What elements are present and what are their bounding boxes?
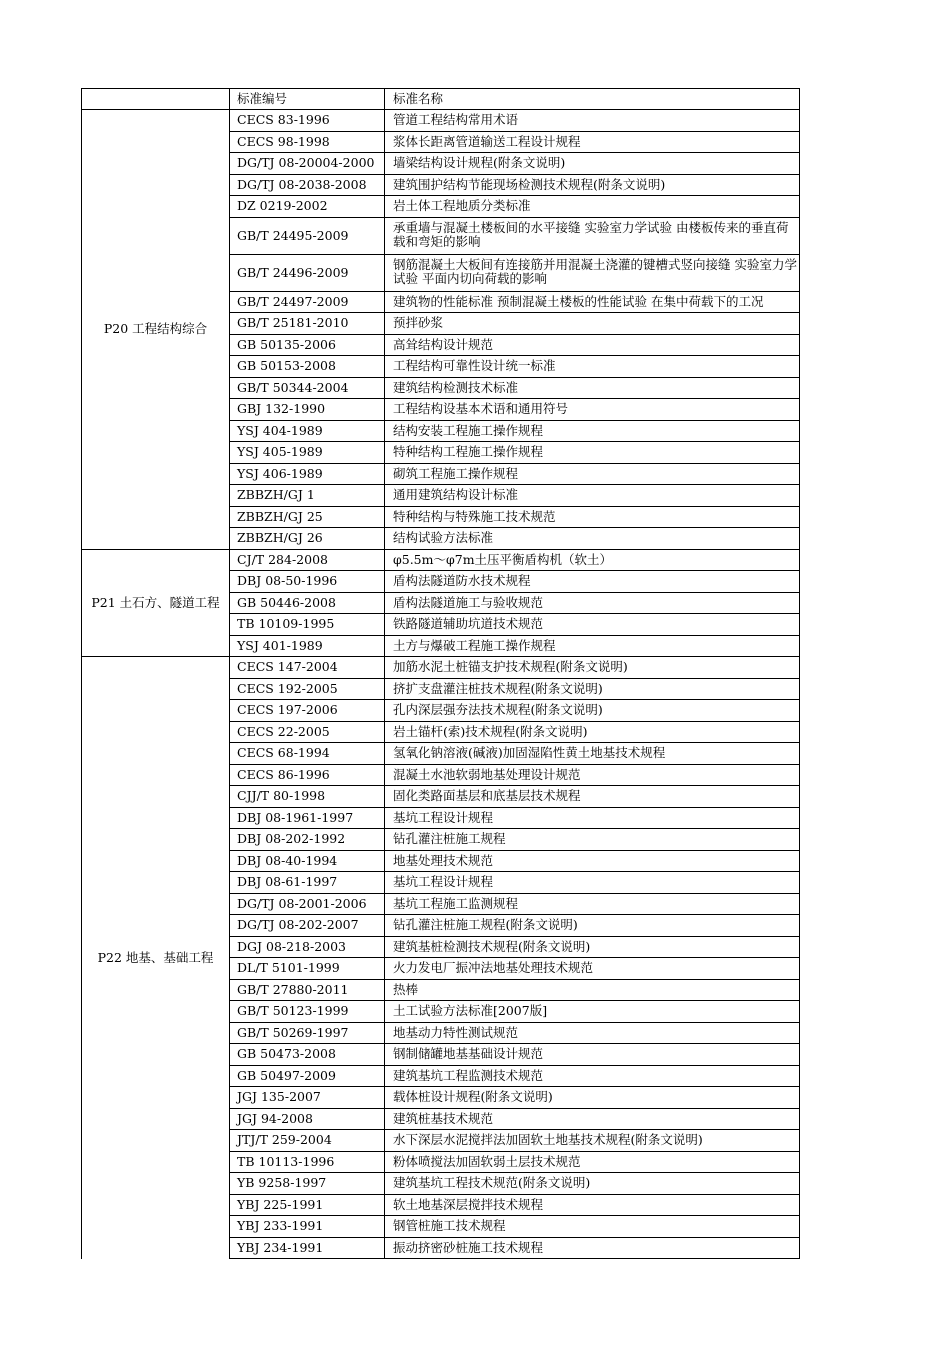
standard-name-cell: 浆体长距离管道输送工程设计规程: [385, 131, 800, 153]
category-cell: P20 工程结构综合: [82, 110, 230, 550]
standard-name-cell: 火力发电厂振冲法地基处理技术规范: [385, 958, 800, 980]
standards-table: [81, 88, 800, 1259]
standard-code-cell: GB/T 50123-1999: [230, 1001, 385, 1023]
standard-code-cell: YBJ 233-1991: [230, 1216, 385, 1238]
standard-code-cell: DZ 0219-2002: [230, 196, 385, 218]
standard-name-cell: 钢制储罐地基基础设计规范: [385, 1044, 800, 1066]
standard-code-cell: GB 50497-2009: [230, 1065, 385, 1087]
standard-name-cell: 基坑工程设计规程: [385, 872, 800, 894]
standard-name-cell: 特种结构与特殊施工技术规范: [385, 506, 800, 528]
standard-name-cell: 建筑基坑工程监测技术规范: [385, 1065, 800, 1087]
standard-code-cell: GB/T 27880-2011: [230, 979, 385, 1001]
standard-name-cell: 地基动力特性测试规范: [385, 1022, 800, 1044]
standard-name-cell: 岩土锚杆(索)技术规程(附条文说明): [385, 721, 800, 743]
standard-name-cell: 通用建筑结构设计标准: [385, 485, 800, 507]
standard-name-cell: 建筑围护结构节能现场检测技术规程(附条文说明): [385, 174, 800, 196]
standard-code-cell: JGJ 135-2007: [230, 1087, 385, 1109]
standard-code-cell: TB 10109-1995: [230, 614, 385, 636]
standard-code-cell: DG/TJ 08-2038-2008: [230, 174, 385, 196]
standard-name-cell: 结构试验方法标准: [385, 528, 800, 550]
standard-code-cell: GB 50135-2006: [230, 334, 385, 356]
standard-name-cell: 固化类路面基层和底基层技术规程: [385, 786, 800, 808]
standard-code-cell: YSJ 406-1989: [230, 463, 385, 485]
header-row: [82, 89, 800, 110]
standard-name-cell: 建筑基桩检测技术规程(附条文说明): [385, 936, 800, 958]
standard-code-cell: DG/TJ 08-20004-2000: [230, 153, 385, 175]
standards-table-sheet: [81, 88, 799, 1259]
standard-code-cell: GB 50153-2008: [230, 356, 385, 378]
standard-name-cell: φ5.5m～φ7m土压平衡盾构机（软土）: [385, 549, 800, 571]
table-row: [82, 657, 800, 679]
standard-name-cell: 水下深层水泥搅拌法加固软土地基技术规程(附条文说明): [385, 1130, 800, 1152]
header-standard-code: 标准编号: [230, 89, 385, 110]
standard-code-cell: DL/T 5101-1999: [230, 958, 385, 980]
standard-code-cell: DG/TJ 08-202-2007: [230, 915, 385, 937]
standard-code-cell: JGJ 94-2008: [230, 1108, 385, 1130]
standard-code-cell: YSJ 401-1989: [230, 635, 385, 657]
standard-code-cell: GBJ 132-1990: [230, 399, 385, 421]
standard-name-cell: 建筑物的性能标准 预制混凝土楼板的性能试验 在集中荷载下的工况: [385, 291, 800, 313]
standard-code-cell: CECS 22-2005: [230, 721, 385, 743]
standard-name-cell: 粉体喷搅法加固软弱土层技术规范: [385, 1151, 800, 1173]
standard-name-cell: 建筑基坑工程技术规范(附条文说明): [385, 1173, 800, 1195]
standard-code-cell: GB/T 24497-2009: [230, 291, 385, 313]
standard-code-cell: CECS 147-2004: [230, 657, 385, 679]
standard-name-cell: 承重墙与混凝土楼板间的水平接缝 实验室力学试验 由楼板传来的垂直荷载和弯矩的影响: [385, 217, 800, 254]
standard-code-cell: GB 50446-2008: [230, 592, 385, 614]
standard-code-cell: DBJ 08-1961-1997: [230, 807, 385, 829]
category-cell: P22 地基、基础工程: [82, 657, 230, 1259]
standard-code-cell: GB/T 24495-2009: [230, 217, 385, 254]
standard-name-cell: 工程结构设基本术语和通用符号: [385, 399, 800, 421]
standard-name-cell: 砌筑工程施工操作规程: [385, 463, 800, 485]
standard-code-cell: YBJ 225-1991: [230, 1194, 385, 1216]
standard-name-cell: 盾构法隧道施工与验收规范: [385, 592, 800, 614]
standard-name-cell: 盾构法隧道防水技术规程: [385, 571, 800, 593]
standard-name-cell: 孔内深层强夯法技术规程(附条文说明): [385, 700, 800, 722]
standard-name-cell: 建筑桩基技术规范: [385, 1108, 800, 1130]
standard-name-cell: 管道工程结构常用术语: [385, 110, 800, 132]
standard-name-cell: 建筑结构检测技术标准: [385, 377, 800, 399]
header-category: [82, 89, 230, 110]
standard-name-cell: 土方与爆破工程施工操作规程: [385, 635, 800, 657]
standard-code-cell: CECS 83-1996: [230, 110, 385, 132]
standard-name-cell: 土工试验方法标准[2007版]: [385, 1001, 800, 1023]
standard-code-cell: CECS 86-1996: [230, 764, 385, 786]
standard-name-cell: 岩土体工程地质分类标准: [385, 196, 800, 218]
standard-name-cell: 钢管桩施工技术规程: [385, 1216, 800, 1238]
table-row: [82, 549, 800, 571]
standard-code-cell: GB/T 50269-1997: [230, 1022, 385, 1044]
standard-name-cell: 钻孔灌注桩施工规程: [385, 829, 800, 851]
standard-name-cell: 基坑工程设计规程: [385, 807, 800, 829]
standard-code-cell: CECS 192-2005: [230, 678, 385, 700]
header-standard-name: 标准名称: [385, 89, 800, 110]
standard-name-cell: 特种结构工程施工操作规程: [385, 442, 800, 464]
standard-name-cell: 工程结构可靠性设计统一标准: [385, 356, 800, 378]
standard-name-cell: 钻孔灌注桩施工规程(附条文说明): [385, 915, 800, 937]
standard-name-cell: 载体桩设计规程(附条文说明): [385, 1087, 800, 1109]
standard-code-cell: YSJ 404-1989: [230, 420, 385, 442]
standard-code-cell: DBJ 08-61-1997: [230, 872, 385, 894]
standard-code-cell: DG/TJ 08-2001-2006: [230, 893, 385, 915]
standard-code-cell: GB/T 24496-2009: [230, 254, 385, 291]
standard-name-cell: 铁路隧道辅助坑道技术规范: [385, 614, 800, 636]
standard-code-cell: DBJ 08-50-1996: [230, 571, 385, 593]
standard-name-cell: 振动挤密砂桩施工技术规程: [385, 1237, 800, 1259]
standard-code-cell: CECS 68-1994: [230, 743, 385, 765]
standard-name-cell: 热棒: [385, 979, 800, 1001]
standard-name-cell: 挤扩支盘灌注桩技术规程(附条文说明): [385, 678, 800, 700]
standard-code-cell: JTJ/T 259-2004: [230, 1130, 385, 1152]
standard-name-cell: 钢筋混凝土大板间有连接筋并用混凝土浇灌的键槽式竖向接缝 实验室力学试验 平面内切向荷载的影响: [385, 254, 800, 291]
standard-name-cell: 预拌砂浆: [385, 313, 800, 335]
standard-code-cell: CJJ/T 80-1998: [230, 786, 385, 808]
standard-code-cell: YB 9258-1997: [230, 1173, 385, 1195]
standard-code-cell: CECS 98-1998: [230, 131, 385, 153]
standard-code-cell: ZBBZH/GJ 1: [230, 485, 385, 507]
standard-code-cell: GB/T 25181-2010: [230, 313, 385, 335]
standard-name-cell: 氢氧化钠溶液(碱液)加固湿陷性黄土地基技术规程: [385, 743, 800, 765]
standard-code-cell: DGJ 08-218-2003: [230, 936, 385, 958]
standard-name-cell: 高耸结构设计规范: [385, 334, 800, 356]
standard-code-cell: YSJ 405-1989: [230, 442, 385, 464]
standard-name-cell: 加筋水泥土桩锚支护技术规程(附条文说明): [385, 657, 800, 679]
standard-code-cell: ZBBZH/GJ 25: [230, 506, 385, 528]
standard-name-cell: 混凝土水池软弱地基处理设计规范: [385, 764, 800, 786]
category-cell: P21 土石方、隧道工程: [82, 549, 230, 657]
standard-name-cell: 地基处理技术规范: [385, 850, 800, 872]
standard-code-cell: TB 10113-1996: [230, 1151, 385, 1173]
standard-code-cell: CJ/T 284-2008: [230, 549, 385, 571]
standard-code-cell: GB/T 50344-2004: [230, 377, 385, 399]
standard-code-cell: GB 50473-2008: [230, 1044, 385, 1066]
standard-code-cell: CECS 197-2006: [230, 700, 385, 722]
standard-name-cell: 软土地基深层搅拌技术规程: [385, 1194, 800, 1216]
table-row: [82, 110, 800, 132]
standard-code-cell: DBJ 08-40-1994: [230, 850, 385, 872]
standard-code-cell: ZBBZH/GJ 26: [230, 528, 385, 550]
standard-code-cell: YBJ 234-1991: [230, 1237, 385, 1259]
standard-name-cell: 结构安装工程施工操作规程: [385, 420, 800, 442]
standard-name-cell: 墙梁结构设计规程(附条文说明): [385, 153, 800, 175]
standard-name-cell: 基坑工程施工监测规程: [385, 893, 800, 915]
standard-code-cell: DBJ 08-202-1992: [230, 829, 385, 851]
